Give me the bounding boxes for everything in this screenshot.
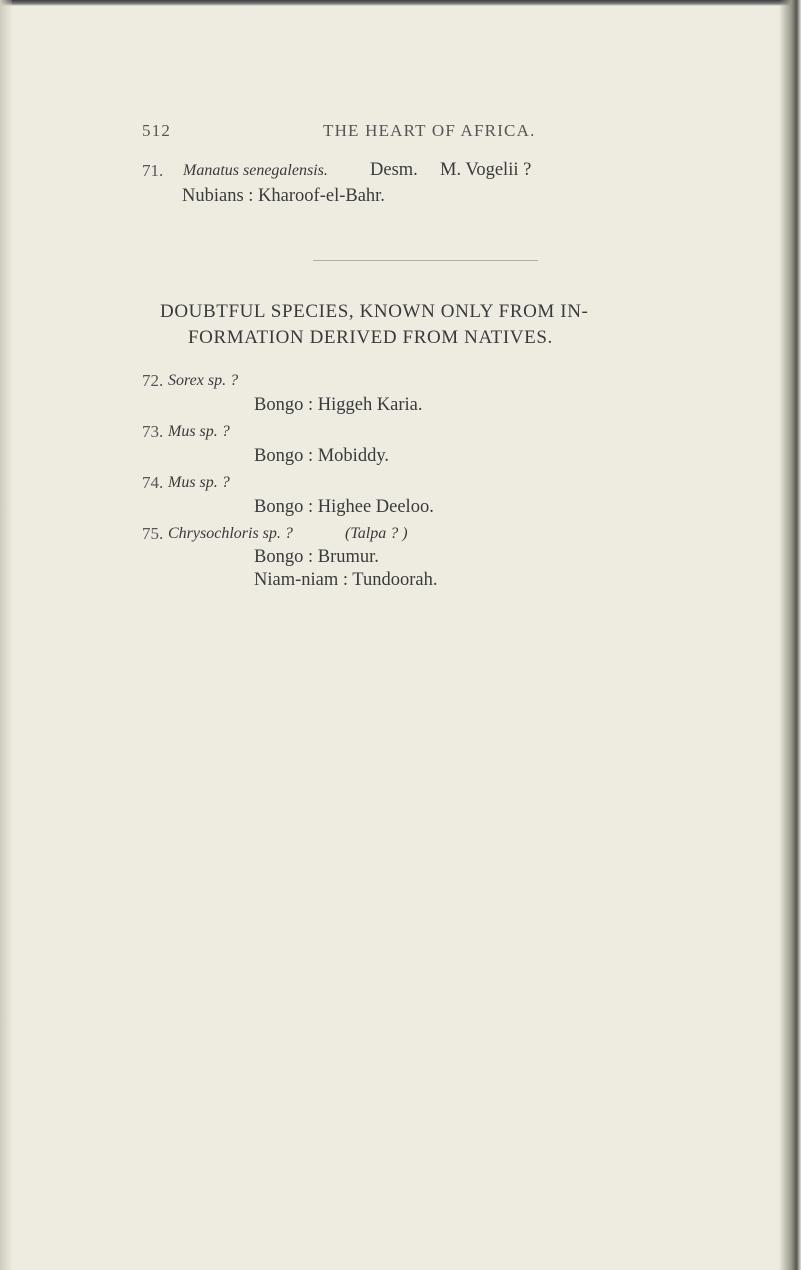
- page-top-edge: [0, 0, 801, 6]
- native-name: Bongo : Higgeh Karia.: [254, 395, 423, 415]
- species-name: Mus sp. ?: [168, 423, 230, 440]
- native-name: Niam-niam : Tundoorah.: [254, 570, 438, 590]
- section-heading-line1: DOUBTFUL SPECIES, KNOWN ONLY FROM IN-: [160, 301, 589, 322]
- entry-number: 75.: [142, 524, 164, 543]
- native-name: Nubians : Kharoof-el-Bahr.: [182, 186, 385, 206]
- section-divider: [313, 260, 538, 261]
- running-title: THE HEART OF AFRICA.: [323, 121, 536, 140]
- entry-number: 71.: [142, 161, 164, 180]
- native-name: Bongo : Mobiddy.: [254, 446, 389, 466]
- page-number: 512: [142, 121, 172, 140]
- book-spine-edge: [779, 0, 801, 1270]
- entry-number: 73.: [142, 422, 164, 441]
- entry-number: 72.: [142, 371, 164, 390]
- native-name: Bongo : Highee Deeloo.: [254, 497, 434, 517]
- species-name: Manatus senegalensis.: [183, 162, 328, 179]
- alt-species-name: (Talpa ? ): [345, 525, 408, 542]
- entry-number: 74.: [142, 473, 164, 492]
- section-heading-line2: FORMATION DERIVED FROM NATIVES.: [188, 327, 553, 348]
- species-name: Sorex sp. ?: [168, 372, 239, 389]
- authority: Desm.: [370, 160, 418, 180]
- species-name: Mus sp. ?: [168, 474, 230, 491]
- synonym: M. Vogelii ?: [440, 160, 532, 180]
- native-name: Bongo : Brumur.: [254, 547, 379, 567]
- page-left-edge: [0, 0, 12, 1270]
- species-name: Chrysochloris sp. ?: [168, 525, 293, 542]
